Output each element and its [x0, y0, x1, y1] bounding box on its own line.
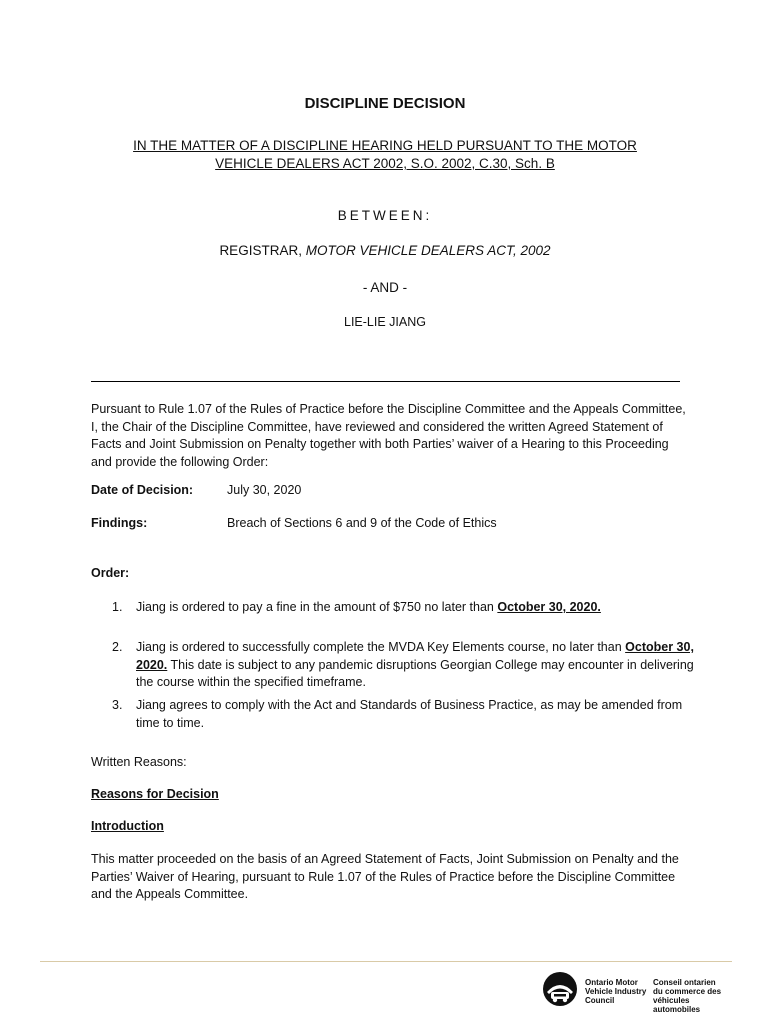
intro-paragraph: Pursuant to Rule 1.07 of the Rules of Practice before the Discipline Committee and the Appeals Committee, I, the Chair of the Discipline Committee, have reviewed and considered the written Agreed Statement of Facts and Joint Submission on Penalty together with both Parties’ waiver of a Hearing to this Proceeding and provide the following Order: — [91, 402, 686, 469]
matter-line-1: IN THE MATTER OF A DISCIPLINE HEARING HELD PURSUANT TO THE MOTOR — [133, 138, 637, 153]
horizontal-rule — [91, 381, 680, 382]
org-name-fr-line: Conseil ontarien — [653, 978, 716, 987]
matter-line-2: VEHICLE DEALERS ACT 2002, S.O. 2002, C.30, Sch. B — [215, 156, 555, 171]
order-item-number: 3. — [112, 698, 123, 712]
order-item-2 — [136, 639, 696, 692]
order-item-deadline: October 30, 2020. — [136, 640, 694, 672]
date-value: July 30, 2020 — [227, 483, 302, 497]
org-name-fr — [653, 978, 736, 1014]
introduction-heading: Introduction — [91, 819, 164, 833]
org-name-fr-line: du commerce des — [653, 987, 722, 996]
date-label: Date of Decision: — [91, 483, 194, 497]
org-name-en-line: Ontario Motor — [585, 978, 638, 987]
respondent-name: LIE-LIE JIANG — [344, 315, 426, 329]
order-item-number: 2. — [112, 640, 123, 654]
between-heading: BETWEEN: — [337, 208, 433, 223]
footer-logo — [541, 970, 736, 1014]
org-name-en — [585, 978, 646, 1005]
and-separator: - AND - — [362, 280, 408, 295]
order-heading: Order: — [91, 566, 130, 580]
footer-rule — [40, 961, 732, 962]
org-name-en-line: Vehicle Industry — [585, 987, 647, 996]
order-item-text: Jiang is ordered to successfully complete the MVDA Key Elements course, no later than — [136, 640, 626, 654]
registrar-party — [0, 243, 770, 258]
registrar-prefix: REGISTRAR, — [219, 243, 306, 258]
org-name-en-line: Council — [585, 996, 615, 1005]
order-item-1 — [136, 599, 696, 617]
order-item-deadline: October 30, 2020. — [497, 600, 601, 614]
findings-label: Findings: — [91, 516, 148, 530]
introduction-paragraph: This matter proceeded on the basis of an Agreed Statement of Facts, Joint Submission on Penalty and the Parties’ Waiver of Hearing, pursuant to Rule 1.07 of the Rules of Practice before the Discipline Committee and the Appeals Committee. — [91, 852, 679, 901]
org-name-fr-line: véhicules automobiles — [653, 996, 701, 1014]
order-item-number: 1. — [112, 600, 123, 614]
reasons-heading: Reasons for Decision — [91, 787, 219, 801]
registrar-act: MOTOR VEHICLE DEALERS ACT, 2002 — [305, 243, 551, 258]
order-item-text: Jiang is ordered to pay a fine in the amount of $750 no later than — [136, 600, 498, 614]
findings-value: Breach of Sections 6 and 9 of the Code of Ethics — [227, 516, 497, 530]
document-title: DISCIPLINE DECISION — [304, 95, 466, 112]
written-reasons-label: Written Reasons: — [91, 755, 187, 769]
order-item-3: Jiang agrees to comply with the Act and Standards of Business Practice, as may be amended from time to time. — [136, 698, 683, 730]
order-item-text-after: This date is subject to any pandemic disruptions Georgian College may encounter in delivering the course within the specified timeframe. — [136, 657, 694, 689]
matter-heading — [0, 137, 770, 173]
omvic-logo-icon — [541, 970, 579, 1008]
